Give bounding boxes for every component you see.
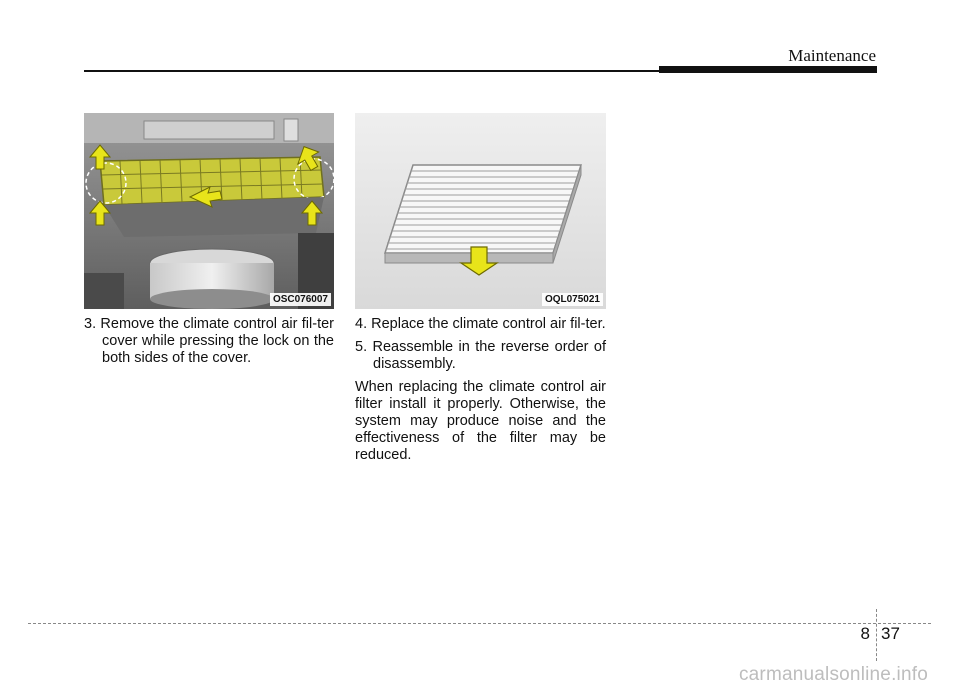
filter-housing-illustration xyxy=(84,113,334,309)
filter-cover-figure xyxy=(84,113,334,309)
step-3: 3. Remove the climate control air fil-ter cover while pressing the lock on the both sides of the cover. xyxy=(84,316,334,366)
air-filter-illustration xyxy=(355,113,606,309)
watermark: carmanualsonline.info xyxy=(738,664,928,685)
header-rule-accent xyxy=(659,66,877,73)
footer-rule xyxy=(28,623,931,624)
page-number: 37 xyxy=(881,624,900,643)
header-rule xyxy=(84,70,659,72)
air-filter-figure xyxy=(355,113,606,309)
figure-code: OQL075021 xyxy=(542,293,603,306)
caution-note: When replacing the climate control air filter install it properly. Otherwise, the system may produce noise and the effectiveness of the filter may be reduced. xyxy=(355,379,606,463)
step-5: 5. Reassemble in the reverse order of disassembly. xyxy=(355,339,606,372)
step-4: 4. Replace the climate control air fil-ter. xyxy=(355,316,606,332)
figure-code: OSC076007 xyxy=(270,293,331,306)
chapter-number: 8 xyxy=(860,624,870,643)
footer-divider xyxy=(876,609,877,661)
left-text-column xyxy=(84,316,334,373)
right-text-column xyxy=(355,316,606,464)
section-title: Maintenance xyxy=(788,46,876,65)
